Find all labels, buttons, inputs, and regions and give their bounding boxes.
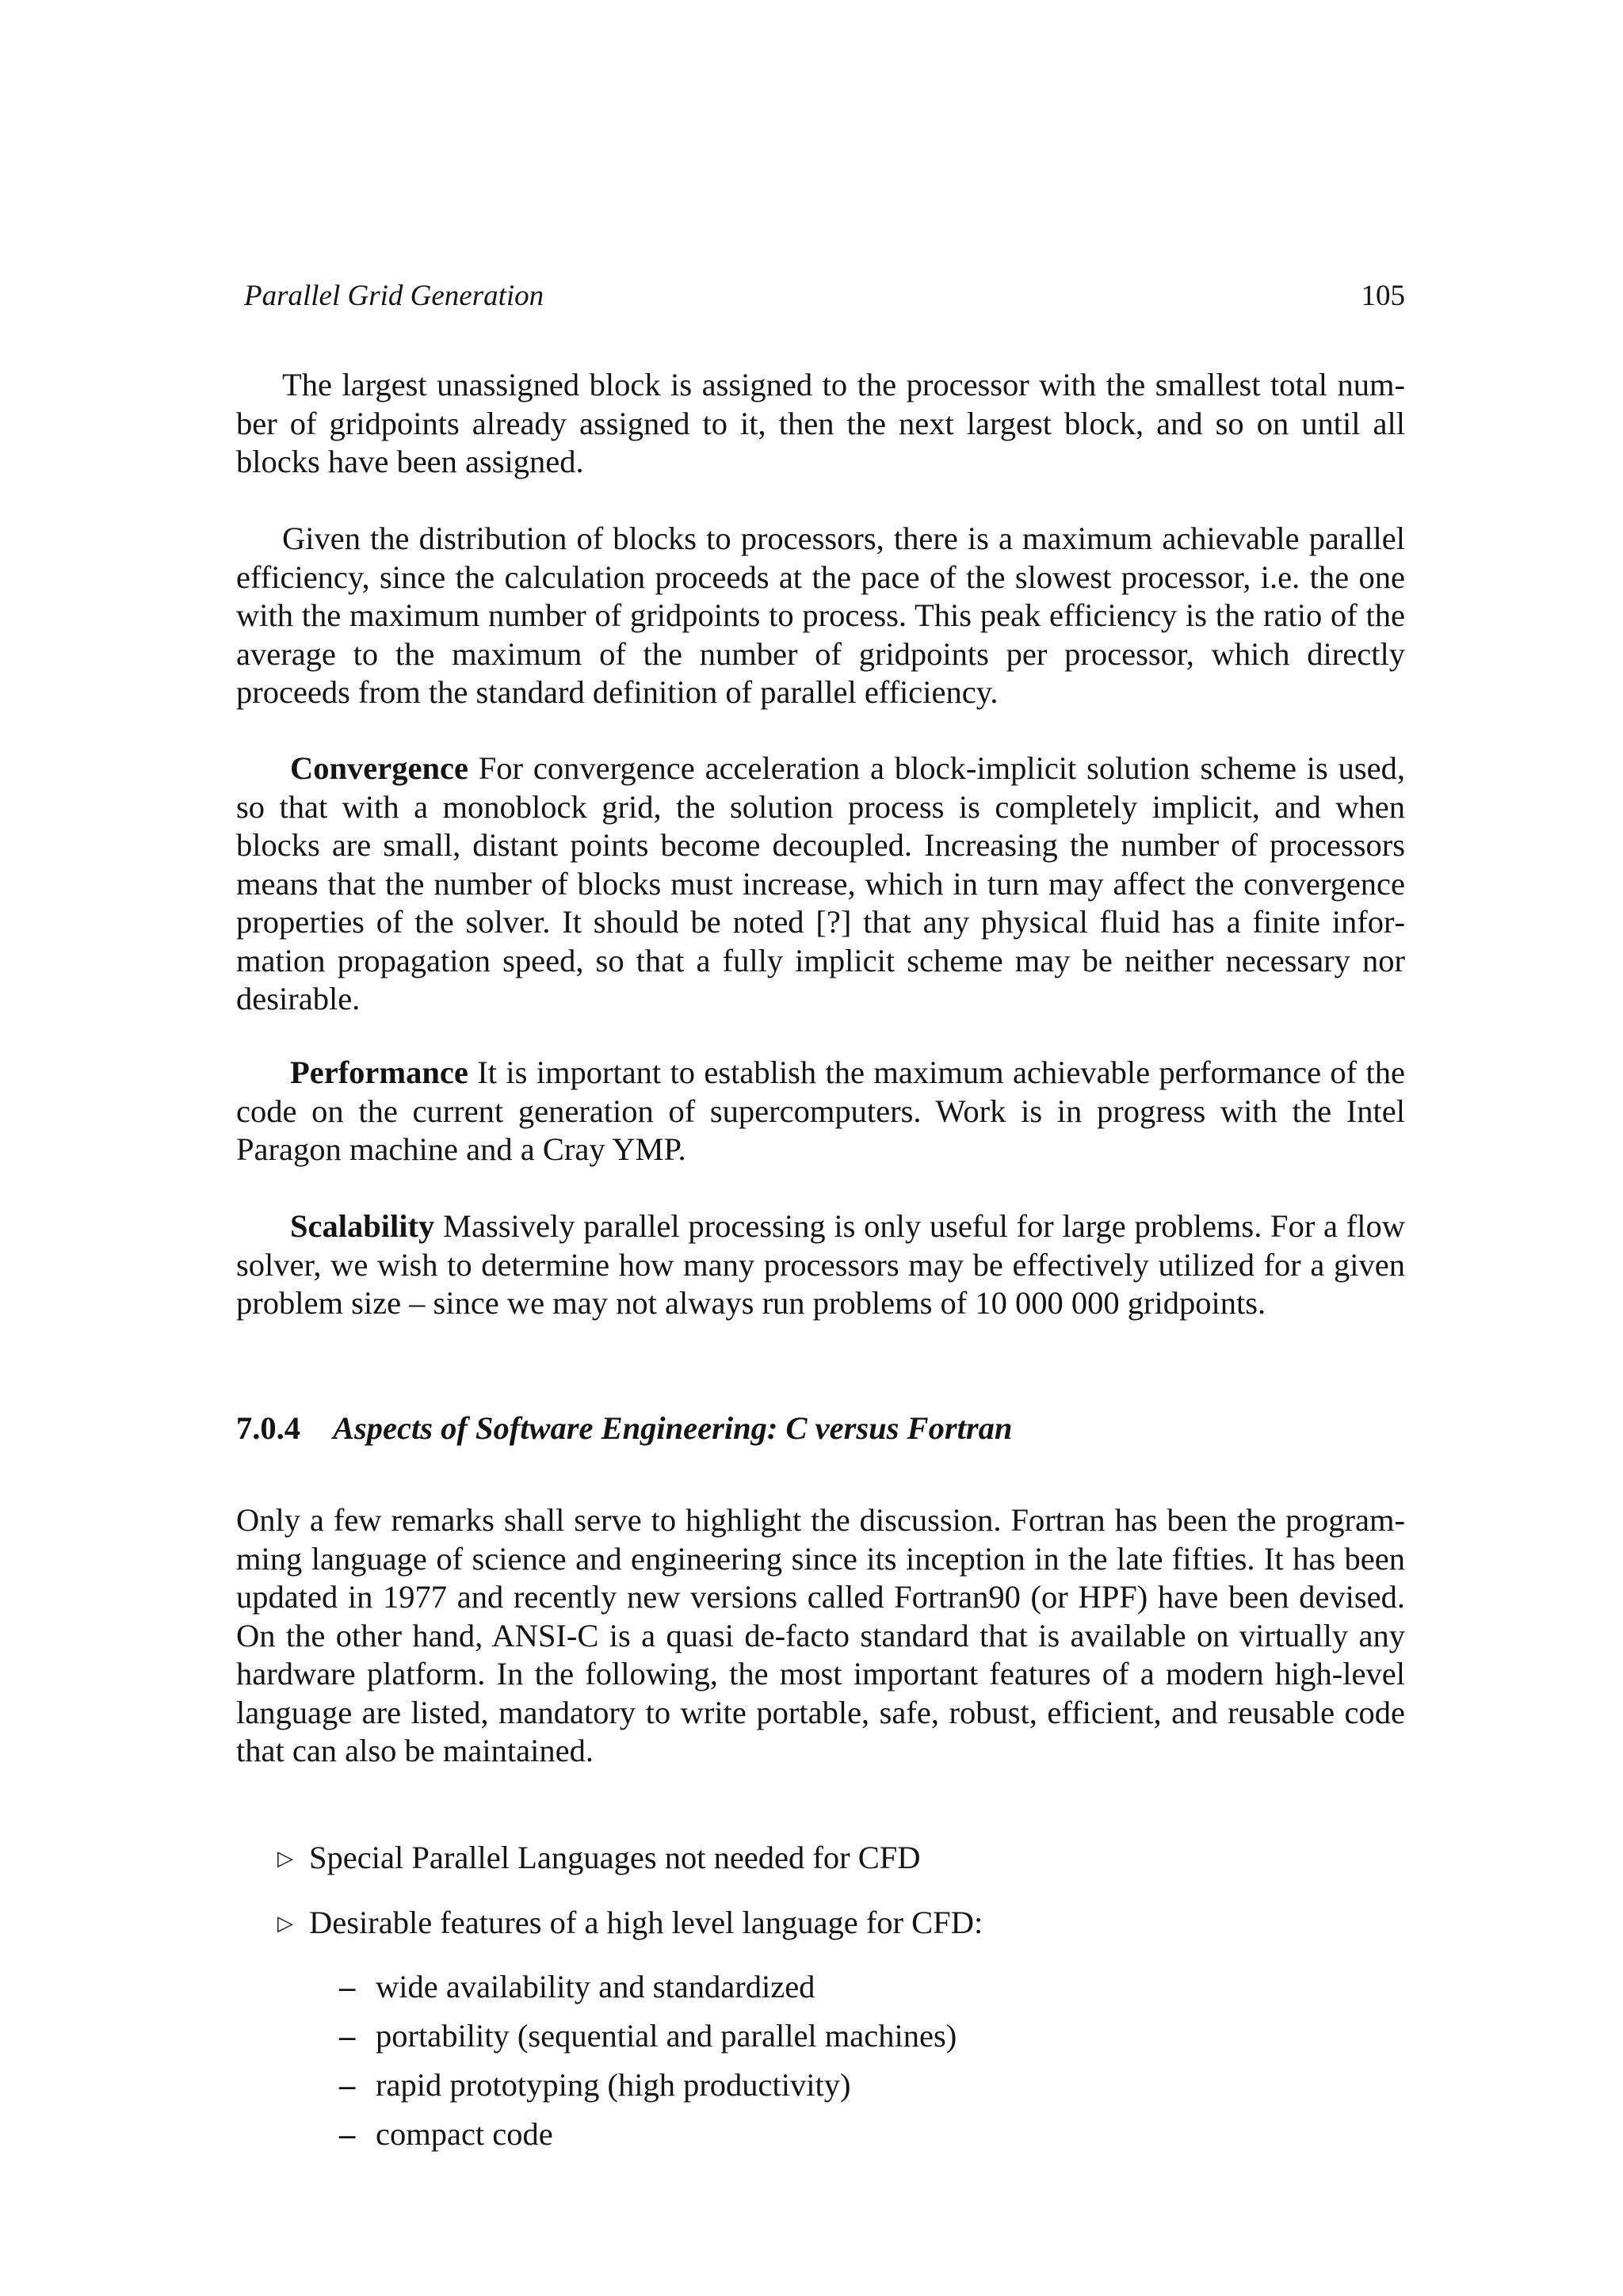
- paragraph-text: Massively parallel processing is only useful for large problems. For a flow solver, we wish to determine how many processors may be effectively utilized for a given problem size – since we may not always run problems of 10 000 000 gridpoints.: [236, 1208, 1405, 1321]
- run-in-heading-scalability: Scalability: [290, 1208, 435, 1244]
- paragraph-text: For convergence acceleration a block-implicit solution scheme is used, so that with a monoblock grid, the solution process is completely implicit, and when blocks are small, distant points become decoupled. Increasing the number of processors means that the number of blocks must increase, which in turn may affect the convergence properties of the solver. It should be noted [?] that any physical fluid has a finite information propagation speed, so that a fully implicit scheme may be neither necessary nor desirable.: [236, 750, 1405, 1016]
- run-in-heading-convergence: Convergence: [290, 750, 468, 786]
- dash-marker: –: [339, 1969, 356, 2004]
- run-in-heading-performance: Performance: [290, 1055, 468, 1090]
- section-title: Aspects of Software Engineering: C versus Fortran: [333, 1410, 1013, 1446]
- list-item: [339, 2115, 553, 2154]
- paragraph: The largest unassigned block is assigned to the processor with the smallest total number of gridpoints already assigned to it, then the next largest block, and so on until all blocks have been assigned.: [236, 367, 1405, 479]
- triangle-bullet-icon: ▷: [277, 1847, 293, 1871]
- paragraph-performance: [236, 1054, 1405, 1169]
- dash-marker: –: [339, 2067, 356, 2103]
- list-item: [339, 1967, 815, 2007]
- running-head-title: Parallel Grid Generation: [244, 280, 544, 312]
- paragraph: [236, 1207, 1405, 1323]
- list-item-text: compact code: [376, 2116, 553, 2152]
- paragraph: [236, 749, 1405, 1019]
- triangle-bullet-icon: ▷: [277, 1912, 293, 1936]
- list-item: [339, 2016, 957, 2056]
- dash-marker: –: [339, 2116, 356, 2152]
- paragraph-parallel-efficiency: [236, 520, 1405, 712]
- paragraph: Given the distribution of blocks to processors, there is a maximum achievable parallel efficiency, since the calculation proceeds at the pace of the slowest processor, i.e. the one with the maximum number of gridpoints to process. This peak efficiency is the ratio of the average to the maximum of the number of gridpoints per processor, which directly proceeds from the standard definition of parallel efficiency.: [236, 521, 1405, 710]
- list-item-text: wide availability and standardized: [376, 1969, 815, 2004]
- paragraph: [236, 1054, 1405, 1169]
- dash-marker: –: [339, 2018, 356, 2054]
- paragraph-text: It is important to establish the maximum achievable performance of the code on the current generation of supercomputers. Work is in progress with the Intel Paragon machine and a Cray YMP.: [236, 1055, 1405, 1167]
- list-item-text: Special Parallel Languages not needed for CFD: [309, 1840, 921, 1875]
- paragraph: Only a few remarks shall serve to highlight the discussion. Fortran has been the programming language of science and engineering since its inception in the late fifties. It has been updated in 1977 and recently new versions called Fortran90 (or HPF) have been devised. On the other hand, ANSI-C is a quasi de-facto standard that is available on virtually any hardware platform. In the following, the most important features of a modern high-level language are listed, mandatory to write portable, safe, robust, efficient, and reusable code that can also be maintained.: [236, 1502, 1405, 1768]
- paragraph-scalability: [236, 1207, 1405, 1323]
- section-heading: [236, 1409, 1405, 1448]
- list-item-text: rapid prototyping (high productivity): [376, 2067, 851, 2103]
- list-item: [339, 2065, 851, 2105]
- paragraph-convergence: [236, 749, 1405, 1019]
- list-item-text: portability (sequential and parallel machines): [376, 2018, 957, 2054]
- page-number: 105: [1361, 280, 1405, 312]
- list-item: [277, 1903, 983, 1943]
- list-item-text: Desirable features of a high level language for CFD:: [309, 1905, 983, 1940]
- section-number: 7.0.4: [236, 1410, 300, 1446]
- paragraph-block-assignment: [236, 366, 1405, 482]
- list-item: [277, 1838, 921, 1878]
- paragraph-software-engineering: [236, 1501, 1405, 1771]
